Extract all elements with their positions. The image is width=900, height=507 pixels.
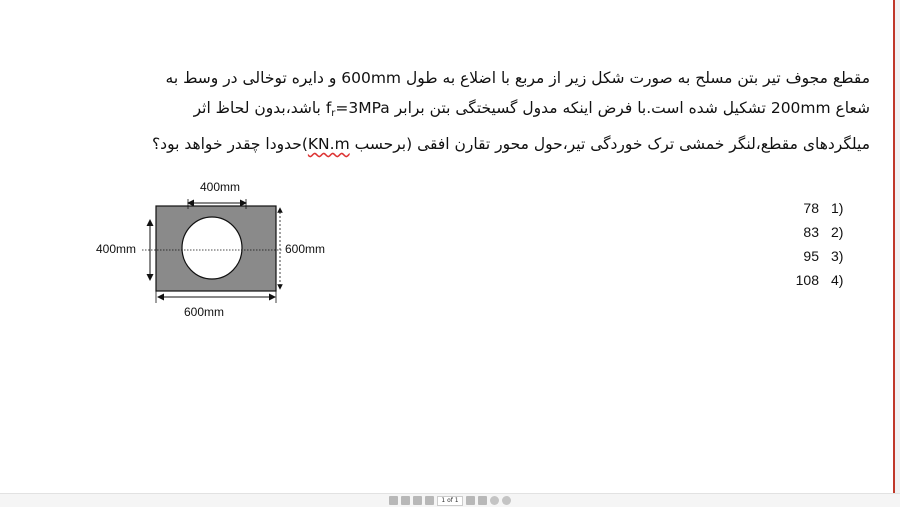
print-icon[interactable] (389, 496, 398, 505)
question-line-3 (64, 129, 870, 159)
page-indicator[interactable]: 1 of 1 (437, 496, 462, 506)
zoom-out-icon[interactable] (490, 496, 499, 505)
top-dimension-label: 400mm (200, 180, 241, 194)
option-3[interactable] (770, 244, 855, 268)
question-line-3-part-a: میلگردهای مقطع،لنگر خمشی ترک خوردگی تیر،حول محور تقارن افقی (برحسب (349, 135, 870, 153)
answer-options (770, 196, 855, 292)
unit-label: KN.m (307, 135, 350, 153)
hollow-circle (182, 217, 242, 279)
question-text (64, 63, 870, 159)
option-4-number: 4) (831, 272, 844, 288)
option-1-number: 1) (831, 200, 844, 216)
next-page-icon[interactable] (466, 496, 475, 505)
cross-section-diagram (80, 175, 360, 320)
option-2-value: 83 (803, 224, 819, 240)
modulus-of-rupture (326, 99, 390, 117)
document-right-margin (895, 0, 900, 493)
question-line-2 (64, 93, 870, 129)
option-1[interactable] (770, 196, 855, 220)
right-dimension-label: 600mm (285, 242, 326, 256)
prev-page-icon[interactable] (425, 496, 434, 505)
option-2-number: 2) (831, 224, 844, 240)
zoom-in-icon[interactable] (502, 496, 511, 505)
question-line-1: مقطع مجوف تیر بتن مسلح به صورت شکل زیر از مربع با اضلاع به طول 600mm و دایره توخالی در وسط به (165, 69, 870, 87)
option-4[interactable] (770, 268, 855, 292)
question-line-3-part-b: )حدودا چقدر خواهد بود؟ (151, 135, 308, 153)
question-line-2-part-a: شعاع 200mm تشکیل شده است.با فرض اینکه مدول گسیختگی بتن برابر (389, 99, 870, 117)
option-3-value: 95 (803, 248, 819, 264)
option-1-value: 78 (803, 200, 819, 216)
fr-value: =3MPa (335, 99, 390, 117)
option-2[interactable] (770, 220, 855, 244)
save-icon[interactable] (401, 496, 410, 505)
question-line-2-part-b: باشد،بدون لحاظ اثر (193, 99, 326, 117)
bottom-dimension-label: 600mm (184, 305, 225, 319)
option-4-value: 108 (795, 272, 819, 288)
option-3-number: 3) (831, 248, 844, 264)
viewer-toolbar (0, 493, 900, 507)
left-dimension-label: 400mm (96, 242, 137, 256)
fr-subscript: r (331, 108, 336, 119)
last-page-icon[interactable] (478, 496, 487, 505)
fr-symbol: f (325, 99, 332, 117)
first-page-icon[interactable] (413, 496, 422, 505)
